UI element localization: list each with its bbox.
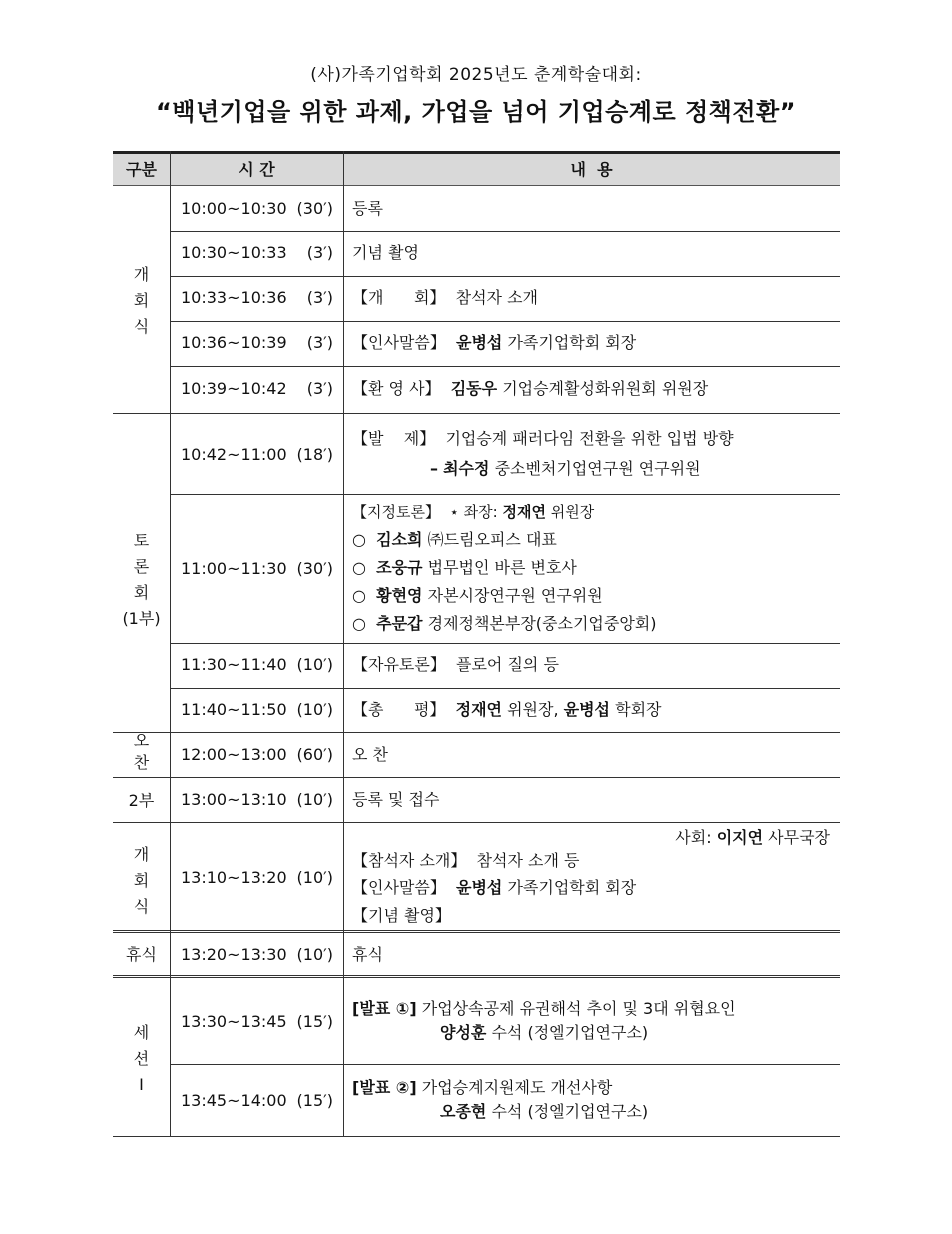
row-line <box>170 643 840 644</box>
time-range: 13:20~13:30 <box>181 945 287 964</box>
event-title: “백년기업을 위한 과제, 가업을 넘어 기업승계로 정책전환” <box>155 98 797 126</box>
person-name: 오종현 <box>440 1102 487 1121</box>
time-range: 10:00~10:30 <box>181 199 287 218</box>
table-row <box>181 700 333 720</box>
row-line <box>170 231 840 232</box>
row-text: 가족기업학회 회장 <box>507 878 637 897</box>
duration: (3′) <box>306 333 333 352</box>
table-row <box>181 745 333 765</box>
time-range: 10:33~10:36 <box>181 288 287 307</box>
time-range: 10:39~10:42 <box>181 379 287 398</box>
row-content <box>352 999 736 1019</box>
person-role: 자본시장연구원 연구위원 <box>427 586 603 605</box>
duration: (10′) <box>296 945 333 964</box>
person-name: 조웅규 <box>376 558 423 577</box>
duration: (15′) <box>296 1012 333 1031</box>
row-text: 가업승계지원제도 개선사항 <box>421 1078 613 1097</box>
row-content <box>352 333 636 353</box>
row-content: 기념 촬영 <box>352 243 419 262</box>
duration: (10′) <box>296 655 333 674</box>
row-text: 가족기업학회 회장 <box>507 333 637 352</box>
duration: (10′) <box>296 790 333 809</box>
affiliation: 중소벤처기업연구원 연구위원 <box>494 459 701 478</box>
person-name: 김소희 <box>376 530 423 549</box>
presenter-line <box>430 459 701 479</box>
person-name: 황현영 <box>376 586 423 605</box>
row-content <box>352 878 636 898</box>
row-content: 휴식 <box>352 945 383 964</box>
person-name: 윤병섭 <box>456 333 503 352</box>
row-line-double <box>113 975 840 978</box>
duration: (30′) <box>296 559 333 578</box>
bullet-icon: ○ <box>352 530 366 549</box>
row-content <box>352 429 734 449</box>
row-tag: 【환 영 사】 <box>352 379 441 398</box>
category-lunch: 오 찬 <box>133 731 150 772</box>
category-break: 휴식 <box>126 945 157 964</box>
table-row <box>181 333 333 353</box>
row-content <box>352 906 451 926</box>
duration: (3′) <box>306 379 333 398</box>
row-line <box>113 777 840 778</box>
row-content <box>352 1078 612 1098</box>
person-role: 경제정책본부장(중소기업중앙회) <box>427 614 657 633</box>
col-divider-1 <box>170 151 171 1137</box>
duration: (60′) <box>296 745 333 764</box>
duration: (15′) <box>296 1091 333 1110</box>
time-range: 12:00~13:00 <box>181 745 287 764</box>
row-tag: 【개 회】 <box>352 288 446 307</box>
row-content: 등록 <box>352 199 383 218</box>
duration: (3′) <box>306 288 333 307</box>
person-name: 양성훈 <box>440 1023 487 1042</box>
row-line <box>170 688 840 689</box>
person-role: ㈜드림오피스 대표 <box>427 530 557 549</box>
person-role: 학회장 <box>615 700 662 719</box>
row-tag: [발표 ②] <box>352 1078 417 1097</box>
row-line-double <box>113 930 840 933</box>
category-opening2: 개 회 식 <box>133 845 150 916</box>
table-row <box>181 288 333 308</box>
time-range: 10:30~10:33 <box>181 243 287 262</box>
presenter-line <box>440 1102 648 1122</box>
row-content <box>352 700 661 720</box>
mc-label: 사회: <box>675 828 712 847</box>
row-tag: 【발 제】 <box>352 429 436 448</box>
row-content <box>352 288 538 308</box>
person-name: 정재연 <box>455 700 502 719</box>
row-line <box>113 822 840 823</box>
person-name: 정재연 <box>502 503 546 521</box>
table-row <box>181 199 333 219</box>
chair-label: ⋆ 좌장: <box>449 503 498 521</box>
row-line <box>170 1064 840 1065</box>
row-tag: 【자유토론】 <box>352 655 446 674</box>
category-part2: 2부 <box>128 791 155 810</box>
row-tag: 【지정토론】 <box>352 503 440 521</box>
time-range: 11:00~11:30 <box>181 559 287 578</box>
list-item <box>352 530 557 550</box>
time-range: 13:30~13:45 <box>181 1012 287 1031</box>
row-line <box>170 276 840 277</box>
row-tag: [발표 ①] <box>352 999 417 1018</box>
person-name: 윤병섭 <box>456 878 503 897</box>
table-row <box>181 1091 333 1111</box>
person-role: 사무국장 <box>768 828 830 847</box>
row-line <box>170 366 840 367</box>
row-content <box>352 379 708 399</box>
duration: (10′) <box>296 700 333 719</box>
time-range: 11:40~11:50 <box>181 700 287 719</box>
row-content: 오 찬 <box>352 745 388 764</box>
category-session: 세 션 I <box>133 1023 150 1094</box>
bullet-icon: ○ <box>352 558 366 577</box>
person-name: 최수정 <box>443 459 490 478</box>
duration: (3′) <box>306 243 333 262</box>
table-row <box>181 655 333 675</box>
row-tag: 【기념 촬영】 <box>352 906 451 925</box>
time-range: 11:30~11:40 <box>181 655 287 674</box>
duration: (10′) <box>296 868 333 887</box>
row-text: 기업승계활성화위원회 위원장 <box>502 379 709 398</box>
bullet-icon: ○ <box>352 586 366 605</box>
person-role: 위원장, <box>507 700 559 719</box>
header-category: 구분 <box>126 160 157 179</box>
time-range: 13:00~13:10 <box>181 790 287 809</box>
person-role: 법무법인 바른 변호사 <box>427 558 577 577</box>
time-range: 13:10~13:20 <box>181 868 287 887</box>
row-text: 기업승계 패러다임 전환을 위한 입법 방향 <box>445 429 734 448</box>
row-line <box>113 413 840 414</box>
row-line <box>170 494 840 495</box>
row-tag: 【인사말씀】 <box>352 333 446 352</box>
person-name: 김동우 <box>450 379 498 398</box>
person-name: 윤병섭 <box>563 700 611 719</box>
header-content: 내 용 <box>570 160 613 179</box>
row-line <box>170 321 840 322</box>
bullet-icon: ○ <box>352 614 366 633</box>
list-item <box>352 558 577 578</box>
time-range: 10:36~10:39 <box>181 333 287 352</box>
row-content: 등록 및 접수 <box>352 790 440 809</box>
row-text: 플로어 질의 등 <box>456 655 559 674</box>
event-subtitle: (사)가족기업학회 2025년도 춘계학술대회: <box>310 65 642 85</box>
table-row <box>181 445 333 465</box>
chair-role: 위원장 <box>550 503 595 521</box>
header-time: 시 간 <box>238 160 275 179</box>
col-divider-2 <box>343 151 344 1137</box>
table-row <box>181 1012 333 1032</box>
row-text: 가업상속공제 유권해석 추이 및 3대 위협요인 <box>421 999 736 1018</box>
person-name: 이지연 <box>716 828 764 847</box>
time-range: 13:45~14:00 <box>181 1091 287 1110</box>
mc-line <box>675 828 830 848</box>
row-text: 참석자 소개 등 <box>476 851 580 870</box>
table-row <box>181 868 333 888</box>
table-header <box>113 151 840 186</box>
list-item <box>352 614 656 634</box>
row-tag: 【총 평】 <box>352 700 446 719</box>
row-tag: 【인사말씀】 <box>352 878 446 897</box>
table-row <box>181 243 333 263</box>
category-opening: 개 회 식 <box>133 265 150 336</box>
duration: (18′) <box>296 445 333 464</box>
table-row <box>181 559 333 579</box>
time-range: 10:42~11:00 <box>181 445 287 464</box>
affiliation: 수석 (정엘기업연구소) <box>491 1102 649 1121</box>
row-line <box>113 732 840 733</box>
duration: (30′) <box>296 199 333 218</box>
row-line <box>113 1136 840 1137</box>
row-content <box>352 851 579 871</box>
table-row <box>181 790 333 810</box>
category-panel: 토 론 회 (1부) <box>122 531 161 628</box>
person-name: 추문갑 <box>376 614 423 633</box>
presenter-line <box>440 1023 648 1043</box>
table-row <box>181 945 333 965</box>
list-item <box>352 586 603 606</box>
row-content <box>352 655 559 675</box>
row-content <box>352 502 594 522</box>
row-text: 참석자 소개 <box>455 288 538 307</box>
table-row <box>181 379 333 399</box>
dash: – <box>430 459 438 478</box>
affiliation: 수석 (정엘기업연구소) <box>491 1023 649 1042</box>
row-tag: 【참석자 소개】 <box>352 851 467 870</box>
